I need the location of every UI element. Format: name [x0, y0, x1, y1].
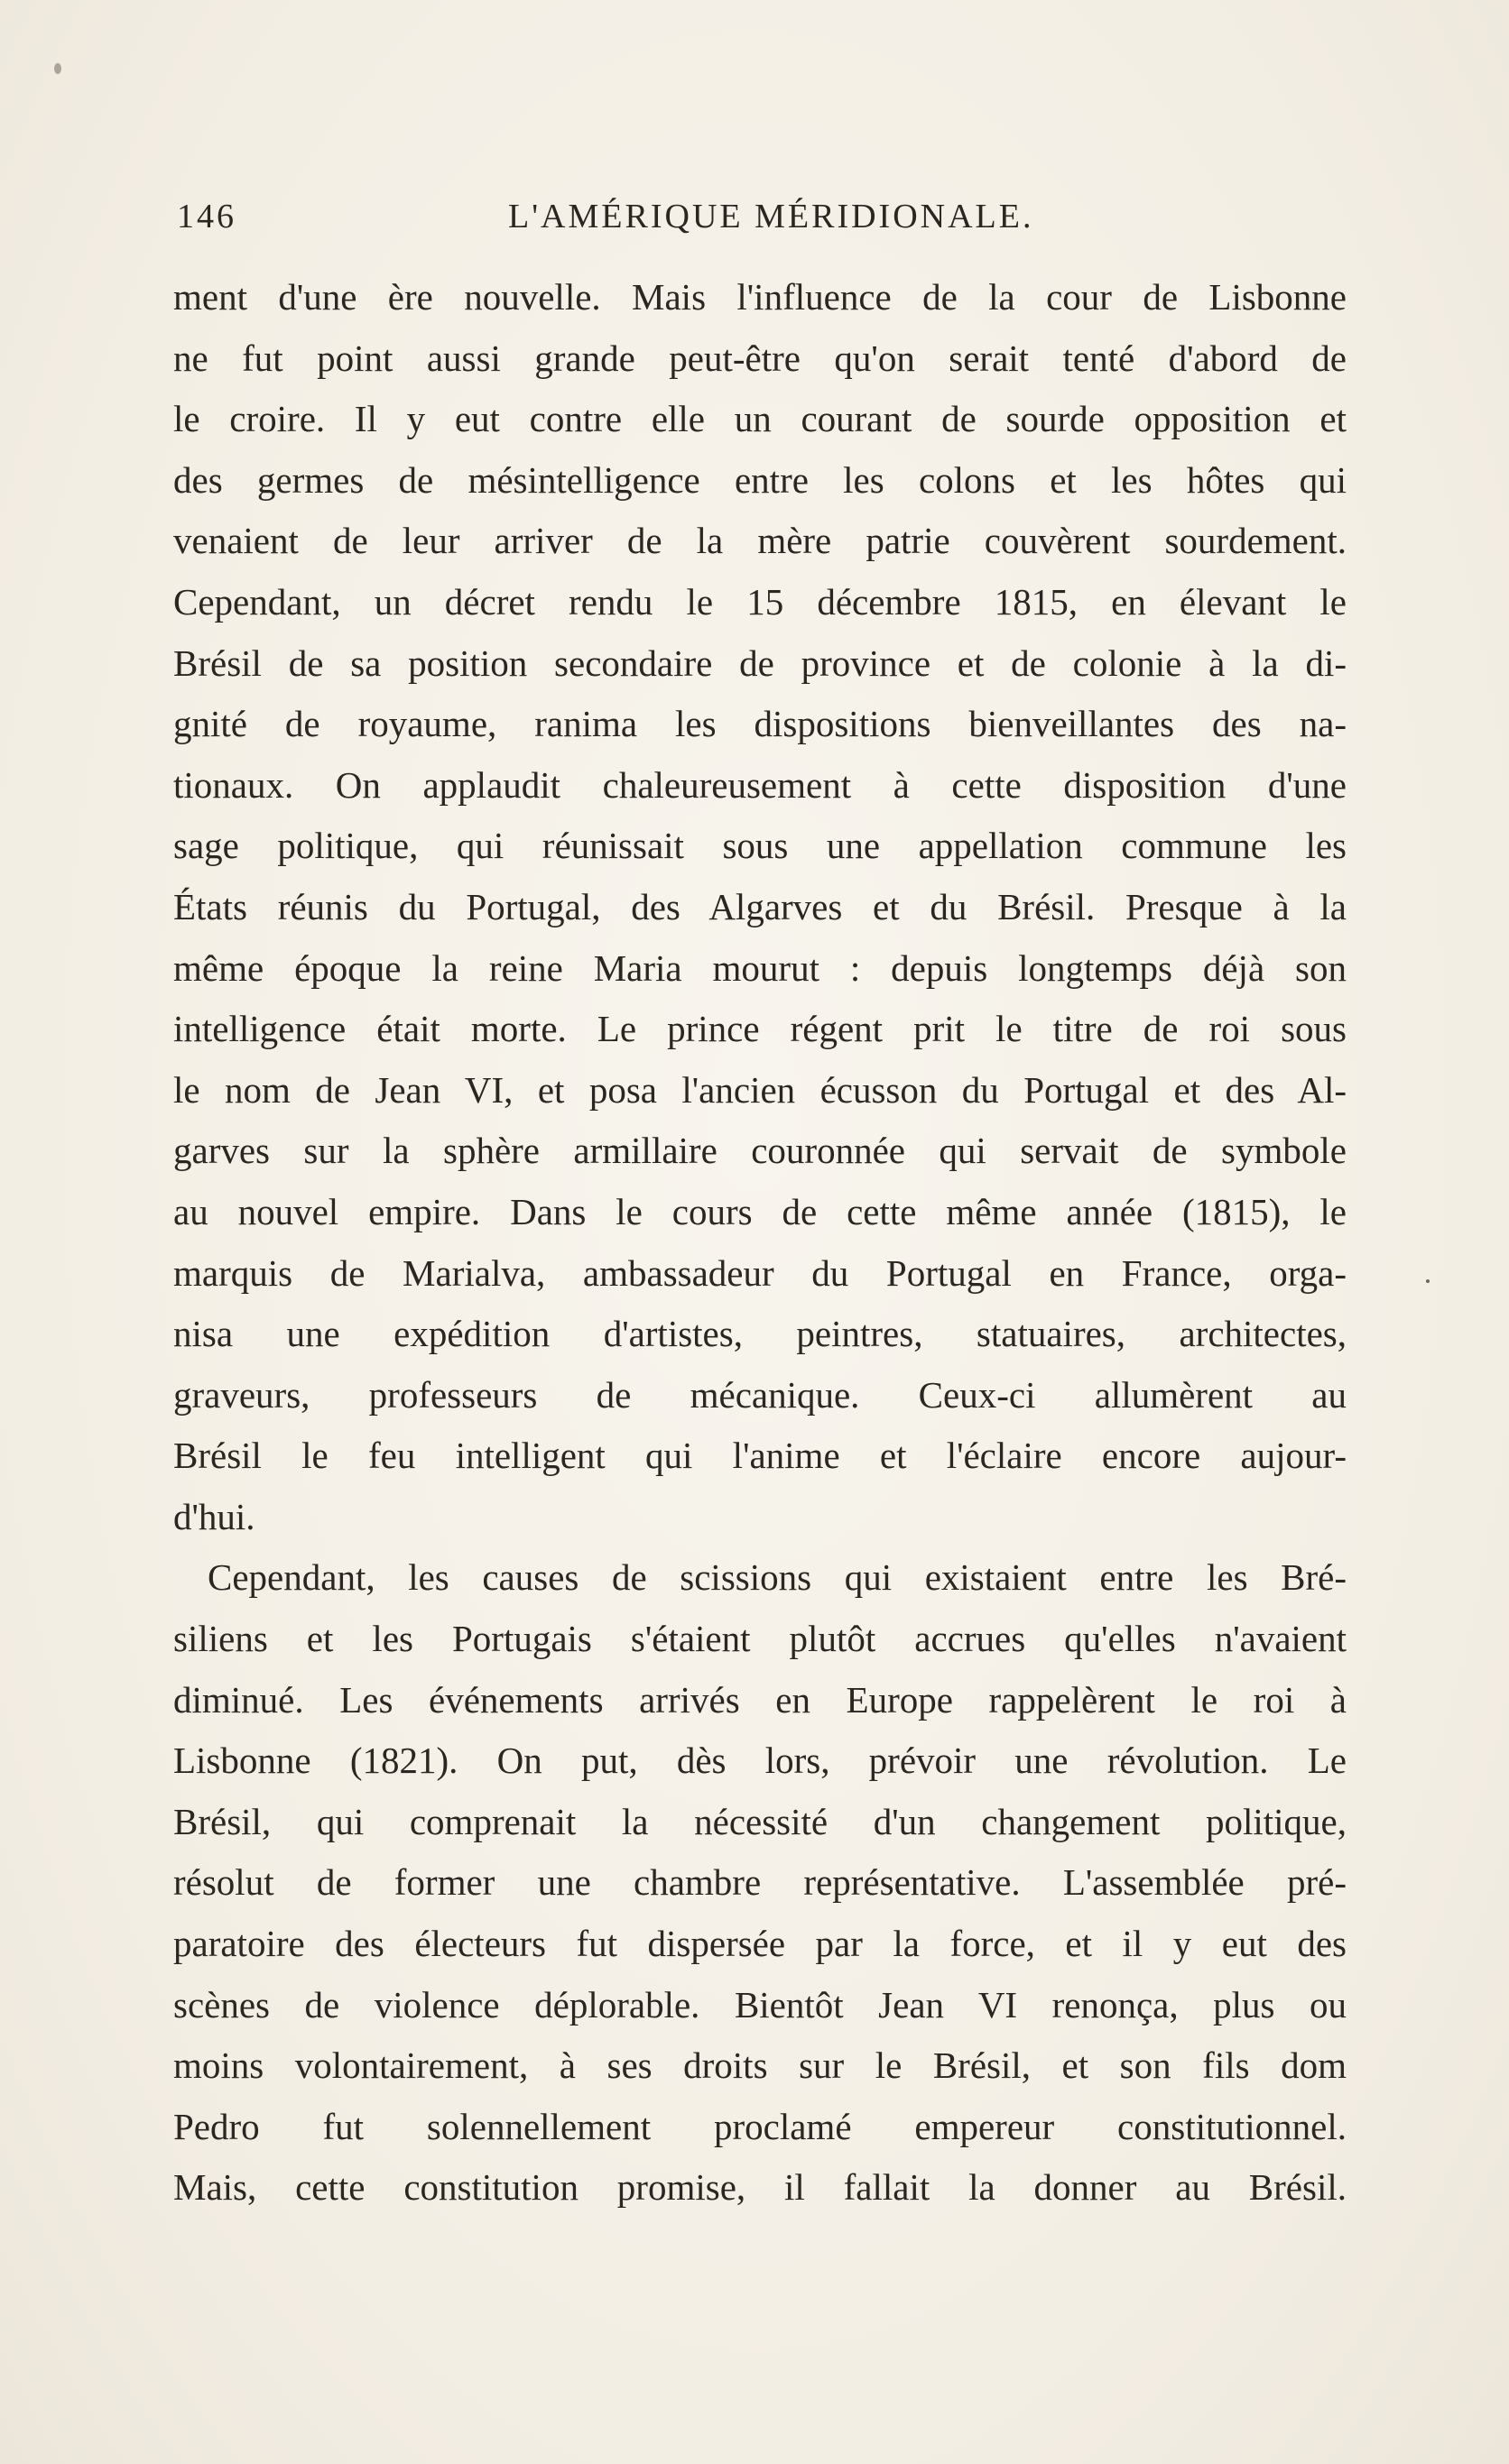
- text-line: nisa une expédition d'artistes, peintres, statuaires, architectes,: [173, 1313, 1347, 1355]
- page-header: [177, 197, 1350, 247]
- text-line: le croire. Il y eut contre elle un courant de sourde opposition et: [173, 398, 1347, 440]
- text-line: graveurs, professeurs de mécanique. Ceux-ci allumèrent au: [173, 1373, 1347, 1416]
- text-line: d'hui.: [173, 1495, 255, 1537]
- paragraph: [173, 267, 1347, 1547]
- text-line: diminué. Les événements arrivés en Europe rappelèrent le roi à: [173, 1678, 1347, 1721]
- text-line: sage politique, qui réunissait sous une appellation commune les: [173, 825, 1347, 867]
- text-line: Mais, cette constitution promise, il fallait la donner au Brésil.: [173, 2166, 1347, 2209]
- text-line: même époque la reine Maria mourut : depuis longtemps déjà son: [173, 946, 1347, 989]
- text-line: venaient de leur arriver de la mère patrie couvèrent sourdement.: [173, 520, 1347, 562]
- paragraph: [173, 1547, 1347, 2219]
- text-line: Lisbonne (1821). On put, dès lors, prévoir une révolution. Le: [173, 1740, 1347, 1782]
- running-title: L'AMÉRIQUE MÉRIDIONALE.: [508, 198, 1034, 235]
- text-line: marquis de Marialva, ambassadeur du Portugal en France, orga-: [173, 1251, 1347, 1294]
- text-line: intelligence était morte. Le prince régent prit le titre de roi sous: [173, 1008, 1347, 1050]
- text-line: moins volontairement, à ses droits sur le Brésil, et son fils dom: [173, 2044, 1347, 2087]
- text-line: tionaux. On applaudit chaleureusement à cette disposition d'une: [173, 763, 1347, 806]
- body-text: [173, 267, 1347, 2219]
- text-line: Brésil, qui comprenait la nécessité d'un changement politique,: [173, 1800, 1347, 1842]
- text-line: des germes de mésintelligence entre les colons et les hôtes qui: [173, 458, 1347, 501]
- paper-speck: [1426, 1279, 1430, 1283]
- text-line: Pedro fut solennellement proclamé empereur constitutionnel.: [173, 2105, 1347, 2147]
- text-line: États réunis du Portugal, des Algarves et du Brésil. Presque à la: [173, 885, 1347, 927]
- text-line: gnité de royaume, ranima les dispositions bienveillantes des na-: [173, 703, 1347, 745]
- text-line: résolut de former une chambre représentative. L'assemblée pré-: [173, 1861, 1347, 1904]
- text-line: Brésil le feu intelligent qui l'anime et l'éclaire encore aujour-: [173, 1435, 1347, 1477]
- text-line: Cependant, les causes de scissions qui existaient entre les Bré-: [208, 1556, 1347, 1599]
- text-line: Cependant, un décret rendu le 15 décembre 1815, en élevant le: [173, 580, 1347, 623]
- text-line: scènes de violence déplorable. Bientôt Jean VI renonça, plus ou: [173, 1983, 1347, 2026]
- text-line: siliens et les Portugais s'étaient plutôt accrues qu'elles n'avaient: [173, 1618, 1347, 1660]
- page-number: 146: [177, 198, 236, 235]
- text-line: ne fut point aussi grande peut-être qu'on serait tenté d'abord de: [173, 337, 1347, 379]
- paper-spot: [54, 63, 61, 74]
- text-line: paratoire des électeurs fut dispersée par la force, et il y eut des: [173, 1923, 1347, 1965]
- text-line: au nouvel empire. Dans le cours de cette même année (1815), le: [173, 1190, 1347, 1232]
- text-line: ment d'une ère nouvelle. Mais l'influence de la cour de Lisbonne: [173, 276, 1347, 318]
- text-line: garves sur la sphère armillaire couronnée qui servait de symbole: [173, 1130, 1347, 1172]
- text-line: Brésil de sa position secondaire de province et de colonie à la di-: [173, 641, 1347, 684]
- text-line: le nom de Jean VI, et posa l'ancien écusson du Portugal et des Al-: [173, 1068, 1347, 1111]
